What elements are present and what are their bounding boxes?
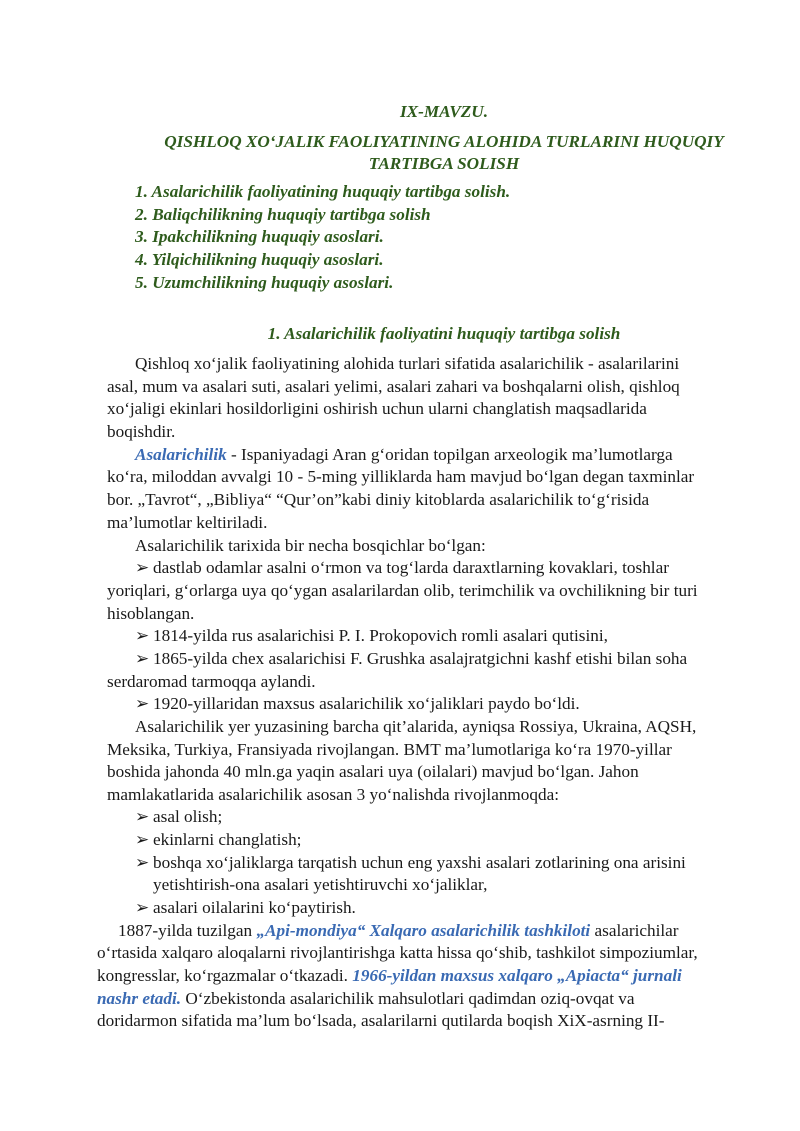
text-line: bor. „Tavrot“, „Bibliya“ “Qur’on”kabi diniy kitoblarda asalarichilik to‘g‘risida: [107, 490, 650, 509]
bullet-arrow-icon: ➢: [135, 649, 150, 668]
term-asalarichilik: Asalarichilik: [135, 445, 227, 464]
bullet-arrow-icon: ➢: [135, 898, 150, 917]
text-line: o‘rtasida xalqaro aloqalarni rivojlantirishga katta hissa qo‘shib, tashkilot simpoziumlar,: [97, 943, 698, 962]
list-item: ➢ 1865-yilda chex asalarichisi F. Grushka asalajratgichni kashf etishi bilan soha: [135, 648, 687, 671]
outline-item: 3. Ipakchilikning huquqiy asoslari.: [135, 227, 384, 246]
list-item: ➢ boshqa xo‘jaliklarga tarqatish uchun eng yaxshi asalari zotlarining ona arisini: [135, 852, 686, 875]
outline-item: 4. Yilqichilikning huquqiy asoslari.: [135, 250, 384, 269]
section-heading: 1. Asalarichilik faoliyatini huquqiy tartibga solish: [267, 324, 621, 343]
text-line: yoriqlari, g‘orlarga uya qo‘ygan asalarilardan olib, terimchilik va ovchilikning bir turi: [107, 581, 698, 600]
journal-highlight-end: nashr etadi.: [97, 989, 182, 1008]
text-line: Meksika, Turkiya, Fransiyada rivojlangan. BMT ma’lumotlariga ko‘ra 1970-yillar: [107, 740, 672, 759]
text-line: doridarmon sifatida ma’lum bo‘lsada, asalarilarni qutilarda boqish XiX-asrning II-: [97, 1011, 665, 1030]
list-item: ➢ 1814-yilda rus asalarichisi P. I. Prokopovich romli asalari qutisini,: [135, 625, 608, 648]
text-line: [135, 444, 673, 467]
org-name-apimondiya: „Api-mondiya“ Xalqaro asalarichilik tashkiloti: [256, 921, 591, 940]
text-line: 1887-yilda tuzilgan „Api-mondiya“ Xalqaro asalarichilik tashkiloti asalarichilar: [118, 921, 679, 940]
text-line: ko‘ra, miloddan avvalgi 10 - 5-ming yilliklarda ham mavjud bo‘lgan degan taxminlar: [107, 467, 695, 486]
outline-item: 2. Baliqchilikning huquqiy tartibga solish: [135, 205, 431, 224]
list-item: ➢ asal olish;: [135, 806, 222, 829]
text-line: boshida jahonda 40 mln.ga yaqin asalari uya (oilalari) mavjud bo‘lgan. Jahon: [107, 762, 639, 781]
topic-title-line2: TARTIBGA SOLISH: [368, 154, 520, 173]
text-line: yetishtirish-ona asalari yetishtiruvchi xo‘jaliklar,: [153, 875, 488, 894]
bullet-arrow-icon: ➢: [135, 558, 150, 577]
text-fragment: - Ispaniyadagi Aran g‘oridan topilgan arxeologik ma’lumotlarga: [226, 445, 673, 464]
bullet-arrow-icon: ➢: [135, 626, 150, 645]
text-line: nashr etadi. O‘zbekistonda asalarichilik mahsulotlari qadimdan oziq-ovqat va: [97, 989, 635, 1008]
list-item: ➢ ekinlarni changlatish;: [135, 829, 301, 852]
outline-item: 1. Asalarichilik faoliyatining huquqiy tartibga solish.: [135, 182, 511, 201]
bullet-arrow-icon: ➢: [135, 830, 150, 849]
list-item: ➢ 1920-yillaridan maxsus asalarichilik xo‘jaliklari paydo bo‘ldi.: [135, 693, 580, 716]
paragraph-stages-intro: Asalarichilik tarixida bir necha bosqichlar bo‘lgan:: [135, 536, 486, 555]
text-line: kongresslar, ko‘rgazmalar o‘tkazadi. 1966-yildan maxsus xalqaro „Apiacta“ jurnali: [97, 966, 682, 985]
topic-number: IX-MAVZU.: [399, 102, 489, 121]
bullet-arrow-icon: ➢: [135, 807, 150, 826]
text-line: serdaromad tarmoqqa aylandi.: [107, 672, 316, 691]
text-line: Qishloq xo‘jalik faoliyatining alohida turlari sifatida asalarichilik - asalarilarini: [135, 354, 680, 373]
bullet-arrow-icon: ➢: [135, 853, 150, 872]
text-line: boqishdir.: [107, 422, 176, 441]
list-item: ➢ asalari oilalarini ko‘paytirish.: [135, 897, 356, 920]
text-line: Asalarichilik yer yuzasining barcha qit’alarida, ayniqsa Rossiya, Ukraina, AQSH,: [135, 717, 697, 736]
text-line: asal, mum va asalari suti, asalari yelimi, asalari zahari va boshqalarni olish, qishloq: [107, 377, 680, 396]
outline-item: 5. Uzumchilikning huquqiy asoslari.: [135, 273, 394, 292]
text-line: mamlakatlarida asalarichilik asosan 3 yo‘nalishda rivojlanmoqda:: [107, 785, 559, 804]
bullet-arrow-icon: ➢: [135, 694, 150, 713]
topic-title-line1: QISHLOQ XO‘JALIK FAOLIYATINING ALOHIDA TURLARINI HUQUQIY: [164, 132, 724, 151]
text-line: ma’lumotlar keltiriladi.: [107, 513, 268, 532]
list-item: ➢ dastlab odamlar asalni o‘rmon va tog‘larda daraxtlarning kovaklari, toshlar: [135, 557, 669, 580]
text-line: xo‘jaligi ekinlari hosildorligini oshirish uchun ularni changlatish maqsadlarida: [107, 399, 647, 418]
journal-highlight: 1966-yildan maxsus xalqaro „Apiacta“ jurnali: [352, 966, 682, 985]
text-line: hisoblangan.: [107, 604, 195, 623]
